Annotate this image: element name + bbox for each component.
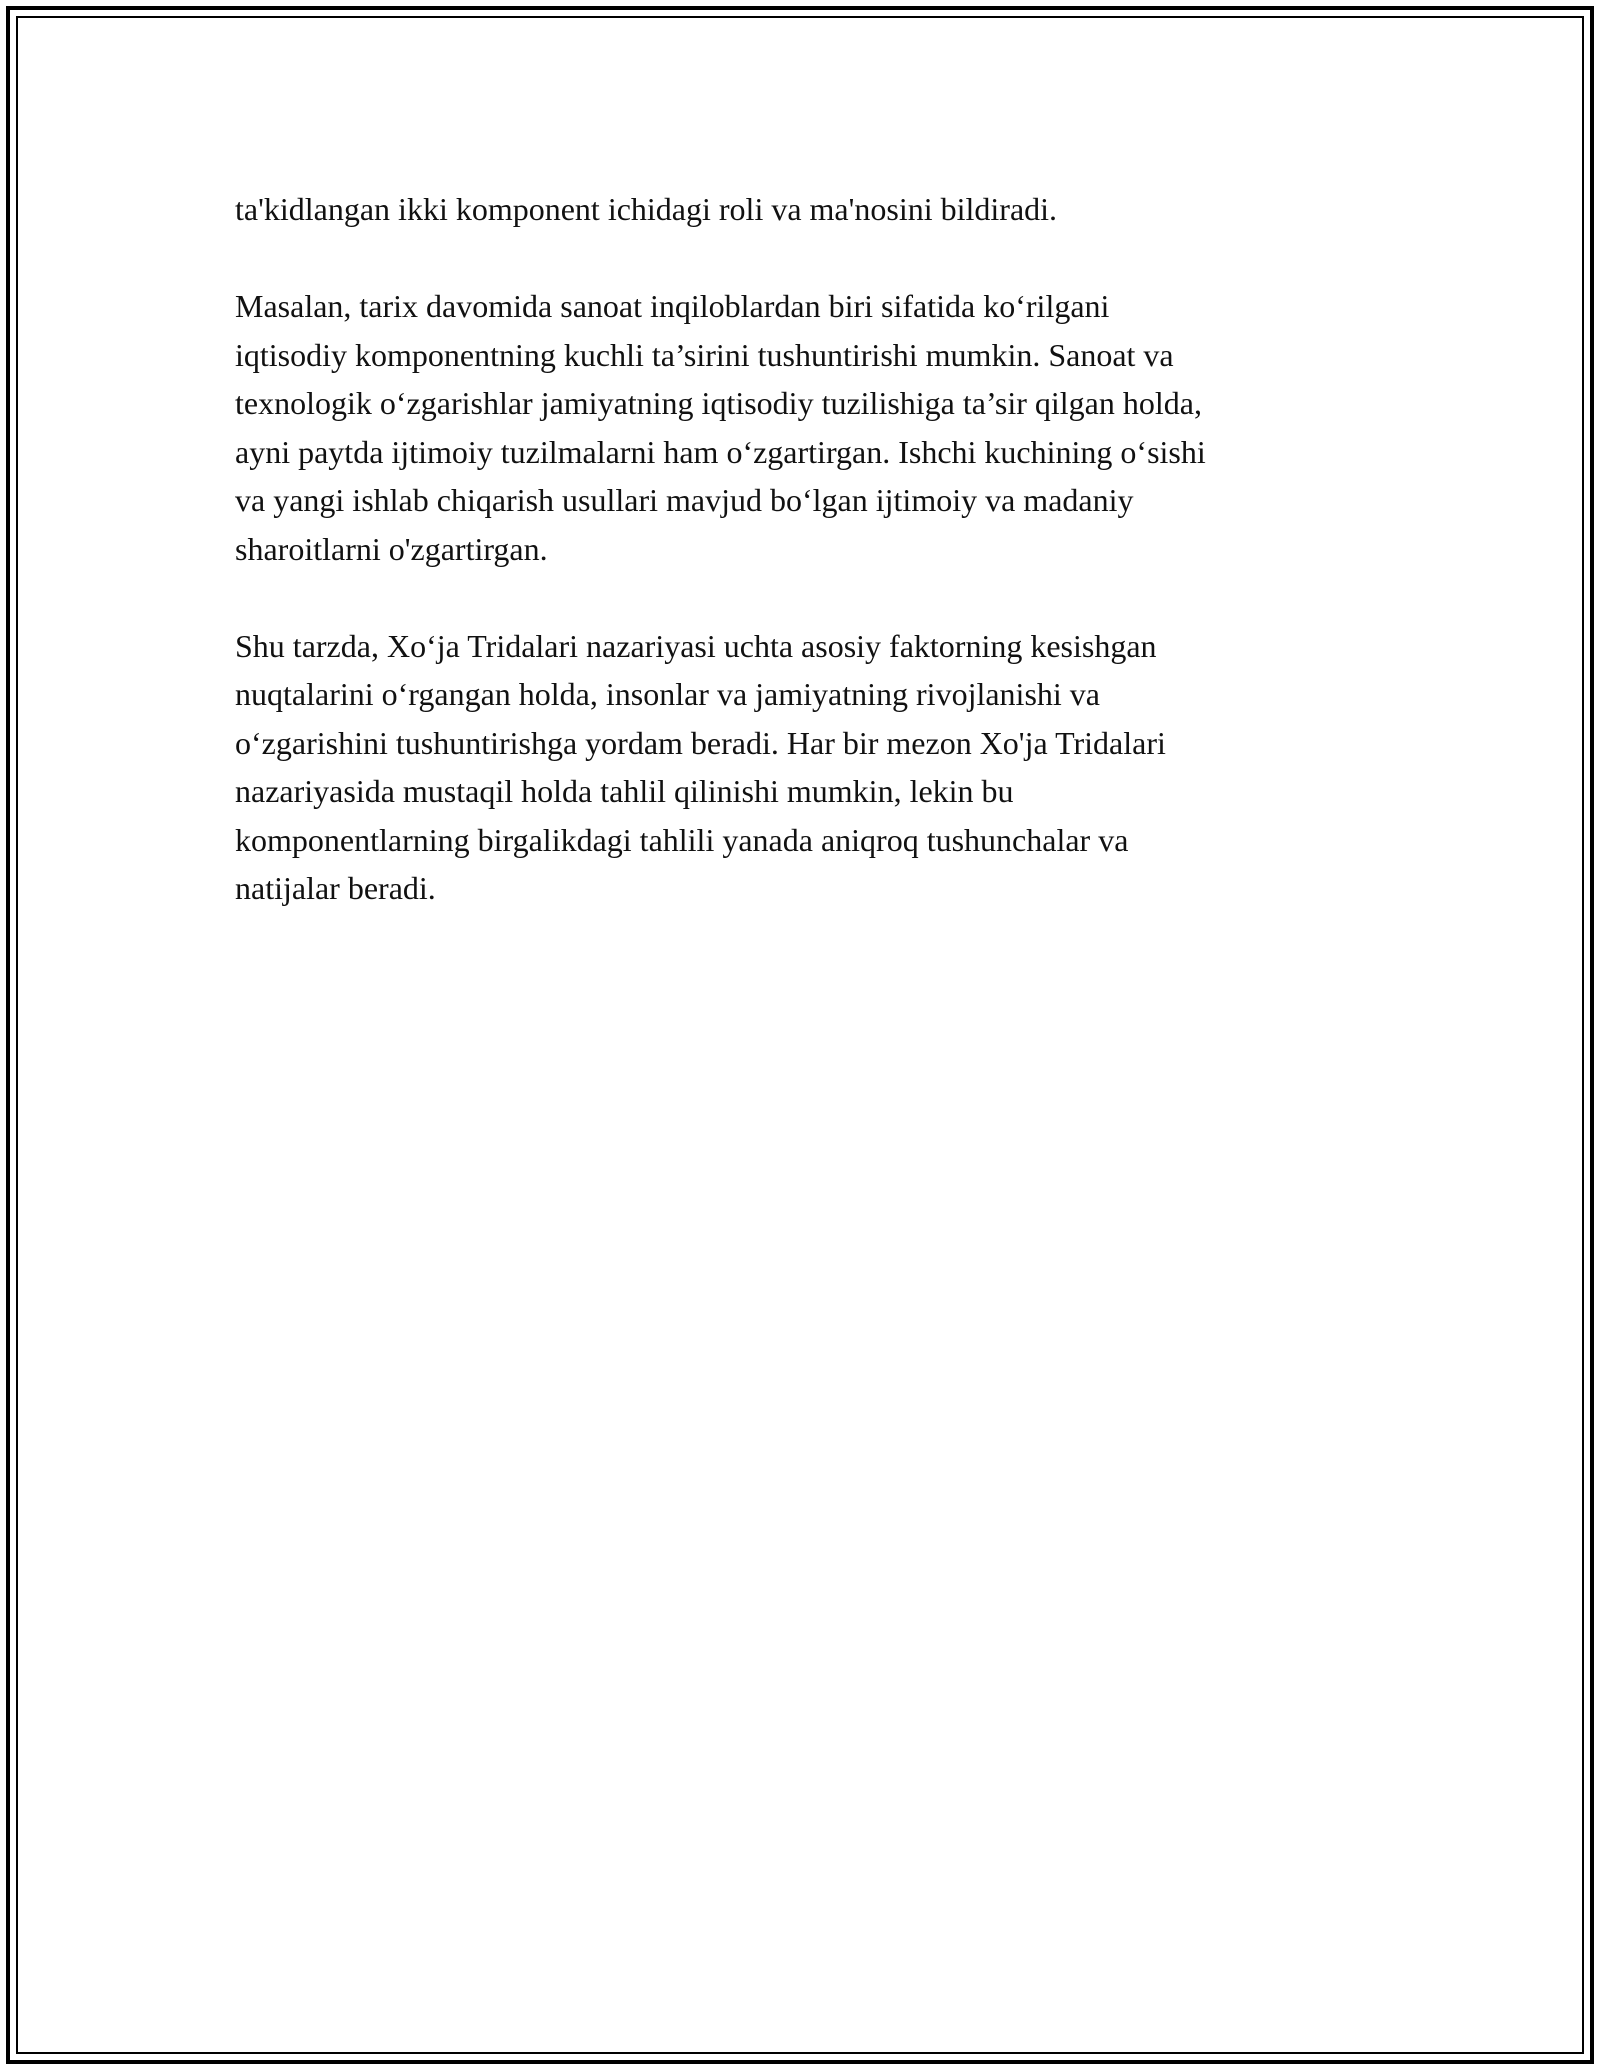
text-line: o‘zgarishini tushuntirishga yordam beradi. Har bir mezon Xo'ja Tridalari — [235, 724, 1166, 761]
text-line: sharoitlarni o'zgartirgan. — [235, 530, 548, 567]
text-line: ta'kidlangan ikki komponent ichidagi roli va ma'nosini bildiradi. — [235, 191, 1058, 227]
text-line: va yangi ishlab chiqarish usullari mavjud bo‘lgan ijtimoiy va madaniy — [235, 482, 1134, 518]
text-line: nazariyasida mustaqil holda tahlil qilinishi mumkin, lekin bu — [235, 773, 1014, 809]
text-line: nuqtalarini o‘rgangan holda, insonlar va jamiyatning rivojlanishi va — [235, 676, 1100, 712]
document-body — [235, 185, 1375, 961]
paragraph-3 — [235, 622, 1375, 913]
text-line: Shu tarzda, Xo‘ja Tridalari nazariyasi uchta asosiy faktorning kesishgan — [235, 627, 1157, 664]
text-line: ayni paytda ijtimoiy tuzilmalarni ham o‘zgartirgan. Ishchi kuchining o‘sishi — [235, 433, 1206, 470]
text-line: texnologik o‘zgarishlar jamiyatning iqtisodiy tuzilishiga ta’sir qilgan holda, — [235, 385, 1202, 421]
text-line: Masalan, tarix davomida sanoat inqiloblardan biri sifatida ko‘rilgani — [235, 288, 1110, 324]
text-line: iqtisodiy komponentning kuchli ta’sirini tushuntirishi mumkin. Sanoat va — [235, 336, 1174, 373]
paragraph-1 — [235, 185, 1375, 234]
text-line: natijalar beradi. — [235, 870, 436, 906]
text-line: komponentlarning birgalikdagi tahlili yanada aniqroq tushunchalar va — [235, 821, 1129, 858]
paragraph-2 — [235, 282, 1375, 573]
